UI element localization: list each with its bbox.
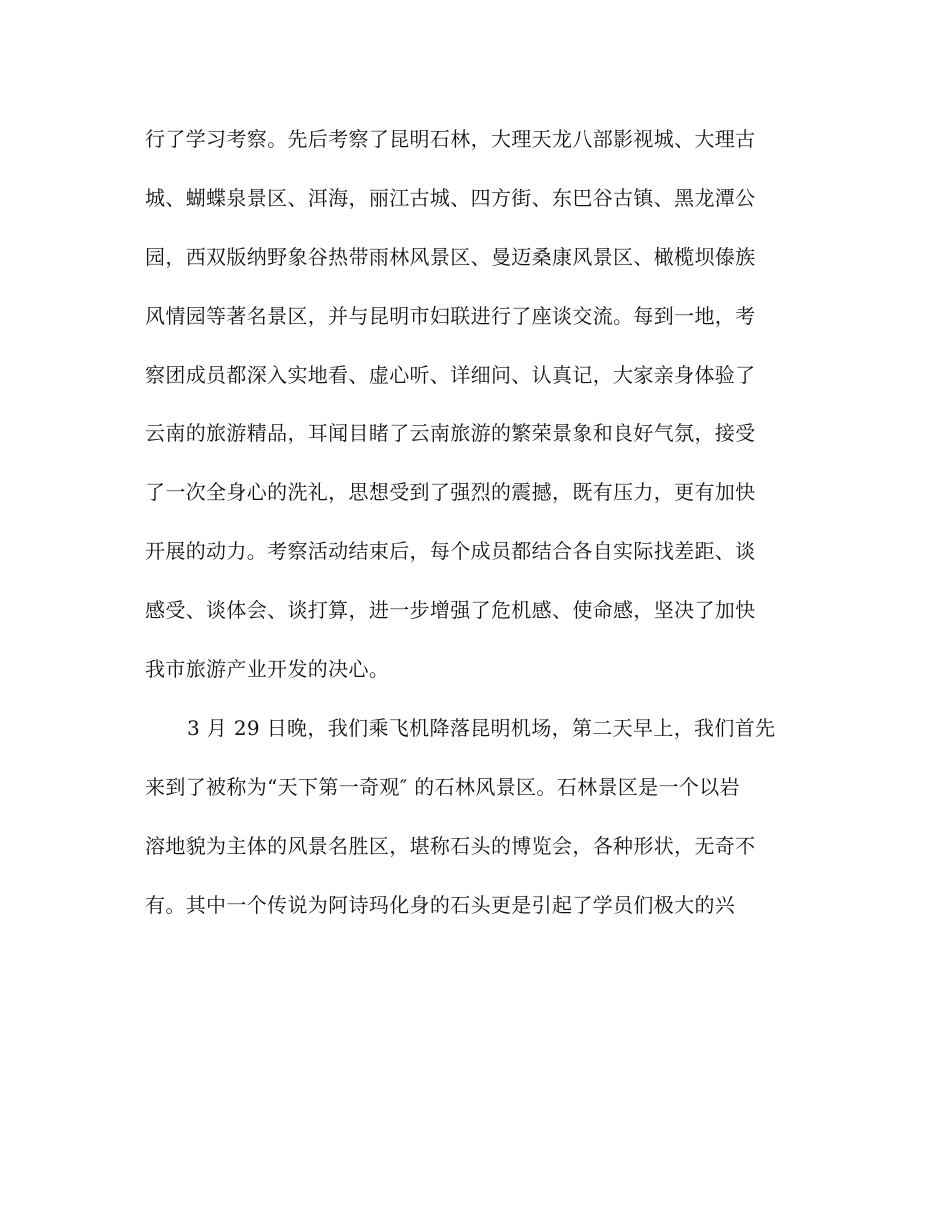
- body-text: [145, 117, 805, 941]
- text-line: 开展的动力。考察活动结束后，每个成员都结合各自实际找差距、谈: [145, 539, 756, 564]
- text-line: 我市旅游产业开发的决心。: [145, 657, 390, 682]
- text-line: 感受、谈体会、谈打算，进一步增强了危机感、使命感，坚决了加快: [145, 598, 756, 623]
- text-line: 了一次全身心的洗礼，思想受到了强烈的震撼，既有压力，更有加快: [145, 480, 756, 505]
- text-line: 来到了被称为“天下第一奇观″ 的石林风景区。石林景区是一个以岩: [145, 774, 740, 799]
- text-line: 察团成员都深入实地看、虚心听、详细问、认真记，大家亲身体验了: [145, 362, 756, 387]
- text-line: 城、蝴蝶泉景区、洱海，丽江古城、四方街、东巴谷古镇、黑龙潭公: [145, 185, 756, 210]
- paragraph-first-line: 3 月 29 日晚，我们乘飞机降落昆明机场，第二天早上，我们首先: [187, 715, 776, 740]
- text-line: 溶地貌为主体的风景名胜区，堪称石头的博览会，各种形状，无奇不: [145, 833, 756, 858]
- text-line: 云南的旅游精品，耳闻目睹了云南旅游的繁荣景象和良好气氛，接受: [145, 421, 756, 446]
- text-line: 风情园等著名景区，并与昆明市妇联进行了座谈交流。每到一地，考: [145, 303, 756, 328]
- text-line: 行了学习考察。先后考察了昆明石林，大理天龙八部影视城、大理古: [145, 127, 756, 151]
- text-line: 园，西双版纳野象谷热带雨林风景区、曼迈桑康风景区、橄榄坝傣族: [145, 244, 756, 269]
- text-line: 有。其中一个传说为阿诗玛化身的石头更是引起了学员们极大的兴: [145, 892, 736, 917]
